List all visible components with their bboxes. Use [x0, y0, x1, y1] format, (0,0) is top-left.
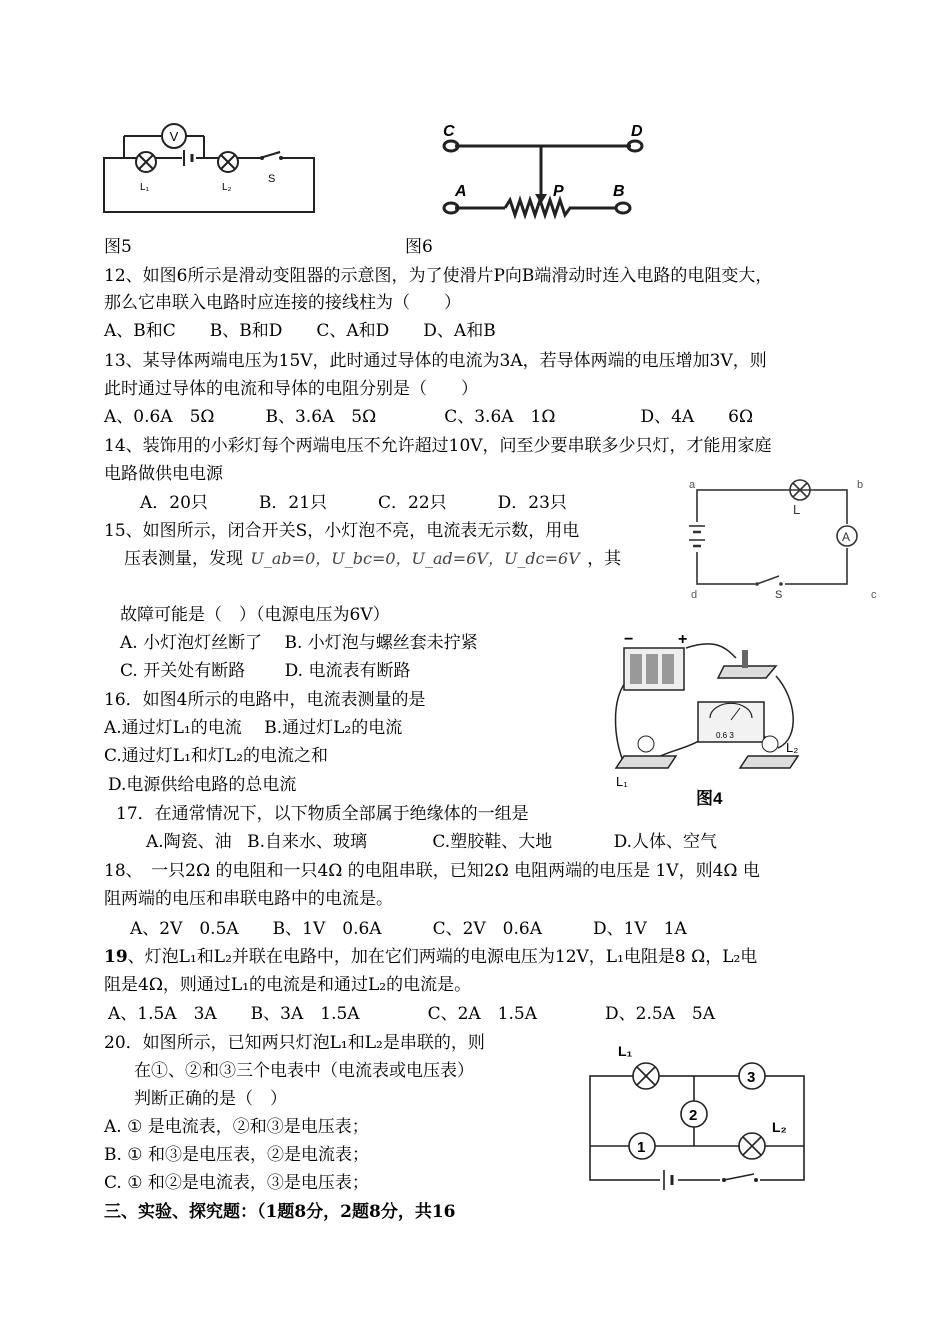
q13-line2: 此时通过导体的电流和导体的电阻分别是（ ）	[104, 379, 478, 399]
fig6-d-label: D	[631, 123, 643, 140]
q15-d-label: d	[691, 589, 698, 601]
q19-line1	[104, 946, 757, 968]
fig5-l2-label: L₂	[222, 182, 232, 193]
q16-options-row1	[104, 717, 402, 739]
q18-line1: 18、 一只2Ω 的电阻和一只4Ω 的电阻串联，已知2Ω 电阻两端的电压是 1V，则4Ω 电	[104, 861, 760, 881]
fig6-caption: 图6	[405, 237, 433, 257]
fig5-caption: 图5	[104, 237, 132, 257]
q14-options: A．20只 B．21只 C．22只 D．23只	[140, 493, 567, 513]
q15-option-c: C. 开关处有断路	[120, 661, 246, 681]
fig4-l2-label: L₂	[786, 740, 799, 755]
q18-options: A、2V 0.5A B、1V 0.6A C、2V 0.6A D、1V 1A	[130, 919, 687, 939]
q12-options: A、B和C B、B和D C、A和D D、A和B	[104, 321, 496, 341]
q12-line2: 那么它串联入电路时应连接的接线柱为（ ）	[104, 293, 461, 313]
q14-line2: 电路做供电电源	[104, 464, 223, 484]
q19-options: A、1.5A 3A B、3A 1.5A C、2A 1.5A D、2.5A 5A	[108, 1004, 716, 1024]
q15-line2-end: ，其	[587, 549, 622, 569]
fig4-meter-label: 0.6 3	[716, 731, 734, 740]
figure-4-circuit	[606, 628, 811, 808]
q19-line2: 阻是4Ω，则通过L₁的电流是和通过L₂的电流是。	[104, 975, 472, 995]
q15-line3: 故障可能是（ ）（电源电压为6V）	[120, 605, 390, 625]
fig6-c-label: C	[443, 123, 455, 140]
fig4-minus-label: −	[624, 631, 634, 648]
q20-option-a: A. ① 是电流表，②和③是电压表；	[104, 1117, 369, 1137]
q12-line1: 12、如图6所示是滑动变阻器的示意图，为了使滑片P向B端滑动时连入电路的电阻变大，	[104, 266, 773, 286]
q20-l2-label: L₂	[772, 1119, 787, 1135]
q15-option-a: A. 小灯泡灯丝断了	[120, 633, 263, 653]
q19-number: 19	[104, 947, 128, 967]
fig6-b-label: B	[613, 183, 625, 200]
q17-option-d: D.人体、空气	[613, 832, 718, 852]
q20-meter3-label: 3	[747, 1069, 756, 1086]
figure-6-rheostat	[435, 116, 655, 222]
q13-line1: 13、某导体两端电压为15V，此时通过导体的电流为3A，若导体两端的电压增加3V，则	[104, 351, 767, 371]
fig4-l1-label: L₁	[616, 774, 628, 789]
fig5-switch-label: S	[268, 173, 276, 185]
q18-line2: 阻两端的电压和串联电路中的电流是。	[104, 889, 393, 909]
q15-option-d: D. 电流表有断路	[284, 661, 411, 681]
q17-option-c: C.塑胶鞋、大地	[432, 832, 553, 852]
q16-line1: 16．如图4所示的电路中，电流表测量的是	[104, 690, 426, 710]
q20-meter1-label: 1	[637, 1139, 646, 1156]
fig4-plus-label: +	[678, 631, 688, 648]
q16-option-c: C.通过灯L₁和灯L₂的电流之和	[104, 746, 329, 766]
q15-line2	[124, 548, 621, 570]
q15-a-label: a	[689, 479, 696, 491]
q15-options-row1	[120, 632, 478, 654]
section-3-heading: 三、实验、探究题：（1题8分，2题8分，共16	[104, 1202, 456, 1222]
fig6-p-label: P	[553, 183, 564, 200]
q17-options	[146, 831, 717, 853]
q13-options: A、0.6A 5Ω B、3.6A 5Ω C、3.6A 1Ω D、4A 6Ω	[104, 407, 754, 427]
q16-option-a: A.通过灯L₁的电流	[104, 718, 242, 738]
q15-formula: U_ab=0，U_bc=0，U_ad=6V，U_dc=6V	[250, 549, 580, 568]
q20-option-b: B. ① 和③是电压表，②是电流表；	[104, 1145, 369, 1165]
q15-ammeter-label: A	[842, 530, 851, 544]
q17-option-b: B.自来水、玻璃	[247, 832, 367, 852]
fig5-l1-label: L₁	[140, 182, 149, 193]
q20-line1: 20．如图所示，已知两只灯泡L₁和L₂是串联的，则	[104, 1033, 485, 1053]
q15-circuit	[675, 476, 885, 602]
q19-line1-text: 、灯泡L₁和L₂并联在电路中，加在它们两端的电源电压为12V，L₁电阻是8 Ω，L₂电	[127, 947, 758, 967]
q16-option-b: B.通过灯L₂的电流	[264, 718, 403, 738]
q15-option-b: B. 小灯泡与螺丝套未拧紧	[284, 633, 478, 653]
q20-line3: 判断正确的是（ ）	[134, 1089, 287, 1109]
q20-circuit	[584, 1036, 814, 1196]
q20-meter2-label: 2	[689, 1107, 698, 1124]
q15-line1: 15、如图所示，闭合开关S，小灯泡不亮，电流表无示数，用电	[104, 521, 580, 541]
q16-option-d: D.电源供给电路的总电流	[108, 775, 297, 795]
fig5-voltmeter-label: V	[169, 129, 179, 144]
q15-options-row2	[120, 660, 410, 682]
q20-option-c: C. ① 和②是电流表，③是电压表；	[104, 1173, 369, 1193]
figure-5-circuit	[100, 120, 320, 220]
q17-option-a: A.陶瓷、油	[146, 832, 232, 852]
q15-switch-label: S	[775, 589, 783, 601]
q15-c-label: c	[871, 589, 877, 601]
q20-line2: 在①、②和③三个电表中（电流表或电压表）	[134, 1061, 474, 1081]
fig4-caption: 图4	[696, 789, 723, 808]
q14-line1: 14、装饰用的小彩灯每个两端电压不允许超过10V，问至少要串联多少只灯，才能用家庭	[104, 436, 772, 456]
q15-b-label: b	[857, 479, 864, 491]
q15-line2-start: 压表测量，发现	[124, 549, 243, 569]
q20-l1-label: L₁	[618, 1043, 633, 1059]
q17-line1: 17．在通常情况下，以下物质全部属于绝缘体的一组是	[116, 804, 529, 824]
q15-lamp-label: L	[793, 502, 801, 517]
fig6-a-label: A	[455, 183, 467, 200]
